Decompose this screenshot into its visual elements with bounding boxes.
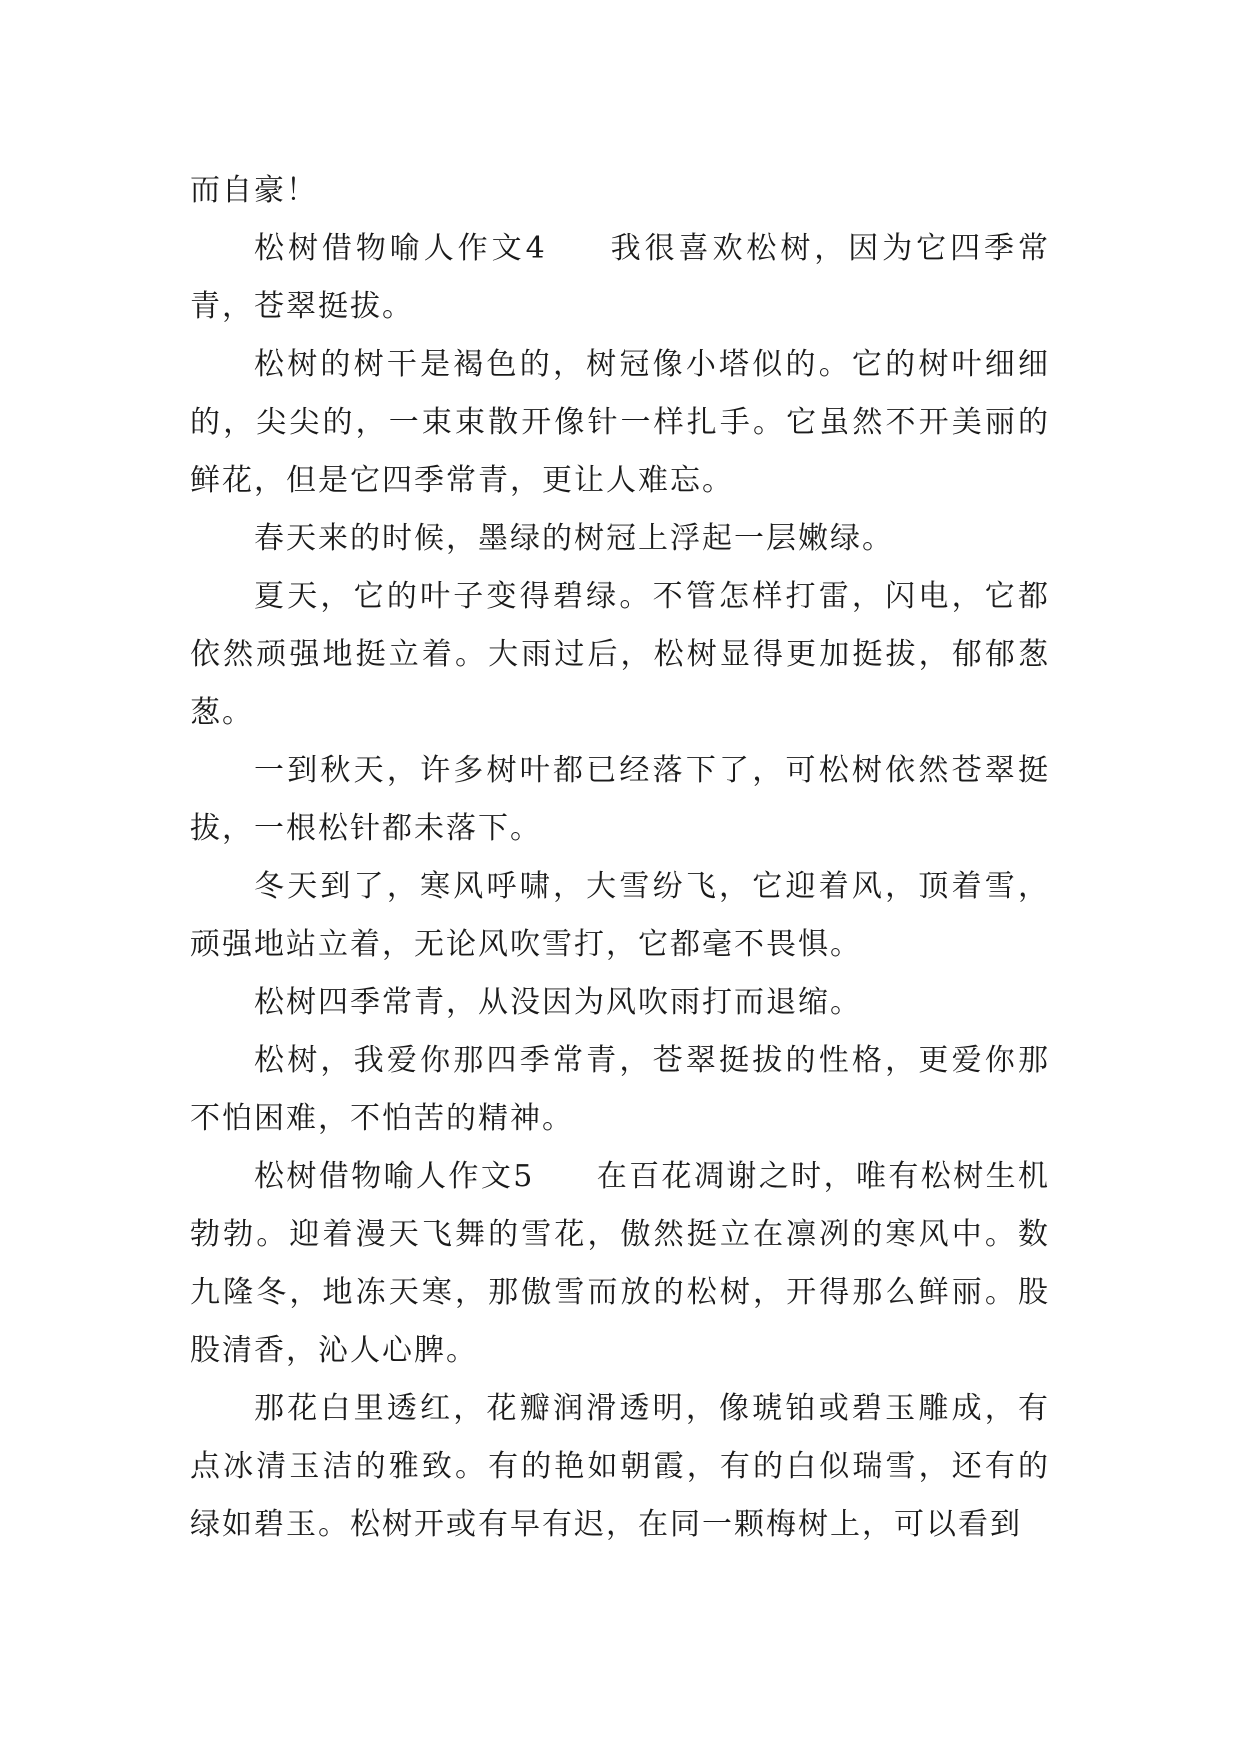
essay-title-5: 松树借物喻人作文5 bbox=[254, 1159, 535, 1194]
paragraph-1 bbox=[190, 162, 1050, 220]
paragraph-text: 那花白里透红，花瓣润滑透明，像琥铂或碧玉雕成，有点冰清玉洁的雅致。有的艳如朝霞，有的白似瑞雪，还有的绿如碧玉。松树开或有早有迟，在同一颗梅树上，可以看到 bbox=[190, 1391, 1050, 1542]
essay-title-4: 松树借物喻人作文4 bbox=[254, 231, 547, 266]
paragraph-7 bbox=[190, 858, 1050, 974]
paragraph-9 bbox=[190, 1032, 1050, 1148]
paragraph-10 bbox=[190, 1148, 1050, 1380]
paragraph-5 bbox=[190, 568, 1050, 742]
paragraph-text: 春天来的时候，墨绿的树冠上浮起一层嫩绿。 bbox=[254, 521, 894, 556]
paragraph-text: 夏天，它的叶子变得碧绿。不管怎样打雷，闪电，它都依然顽强地挺立着。大雨过后，松树显得更加挺拔，郁郁葱葱。 bbox=[190, 579, 1050, 730]
paragraph-3 bbox=[190, 336, 1050, 510]
paragraph-text: 松树四季常青，从没因为风吹雨打而退缩。 bbox=[254, 985, 862, 1020]
paragraph-text: 冬天到了，寒风呼啸，大雪纷飞，它迎着风，顶着雪，顽强地站立着，无论风吹雪打，它都毫不畏惧。 bbox=[190, 869, 1050, 962]
paragraph-11 bbox=[190, 1380, 1050, 1554]
paragraph-text: 松树，我爱你那四季常青，苍翠挺拔的性格，更爱你那不怕困难，不怕苦的精神。 bbox=[190, 1043, 1050, 1136]
paragraph-text: 在百花凋谢之时，唯有松树生机勃勃。迎着漫天飞舞的雪花，傲然挺立在凛冽的寒风中。数九隆冬，地冻天寒，那傲雪而放的松树，开得那么鲜丽。股股清香，沁人心脾。 bbox=[190, 1159, 1050, 1368]
paragraph-2 bbox=[190, 220, 1050, 336]
paragraph-text: 而自豪！ bbox=[190, 173, 318, 208]
paragraph-text: 松树的树干是褐色的，树冠像小塔似的。它的树叶细细的，尖尖的，一束束散开像针一样扎手。它虽然不开美丽的鲜花，但是它四季常青，更让人难忘。 bbox=[190, 347, 1050, 498]
paragraph-4 bbox=[190, 510, 1050, 568]
paragraph-6 bbox=[190, 742, 1050, 858]
paragraph-text: 我很喜欢松树，因为它四季常青，苍翠挺拔。 bbox=[190, 231, 1050, 324]
paragraph-text: 一到秋天，许多树叶都已经落下了，可松树依然苍翠挺拔，一根松针都未落下。 bbox=[190, 753, 1050, 846]
paragraph-8 bbox=[190, 974, 1050, 1032]
document-body bbox=[190, 162, 1050, 1554]
